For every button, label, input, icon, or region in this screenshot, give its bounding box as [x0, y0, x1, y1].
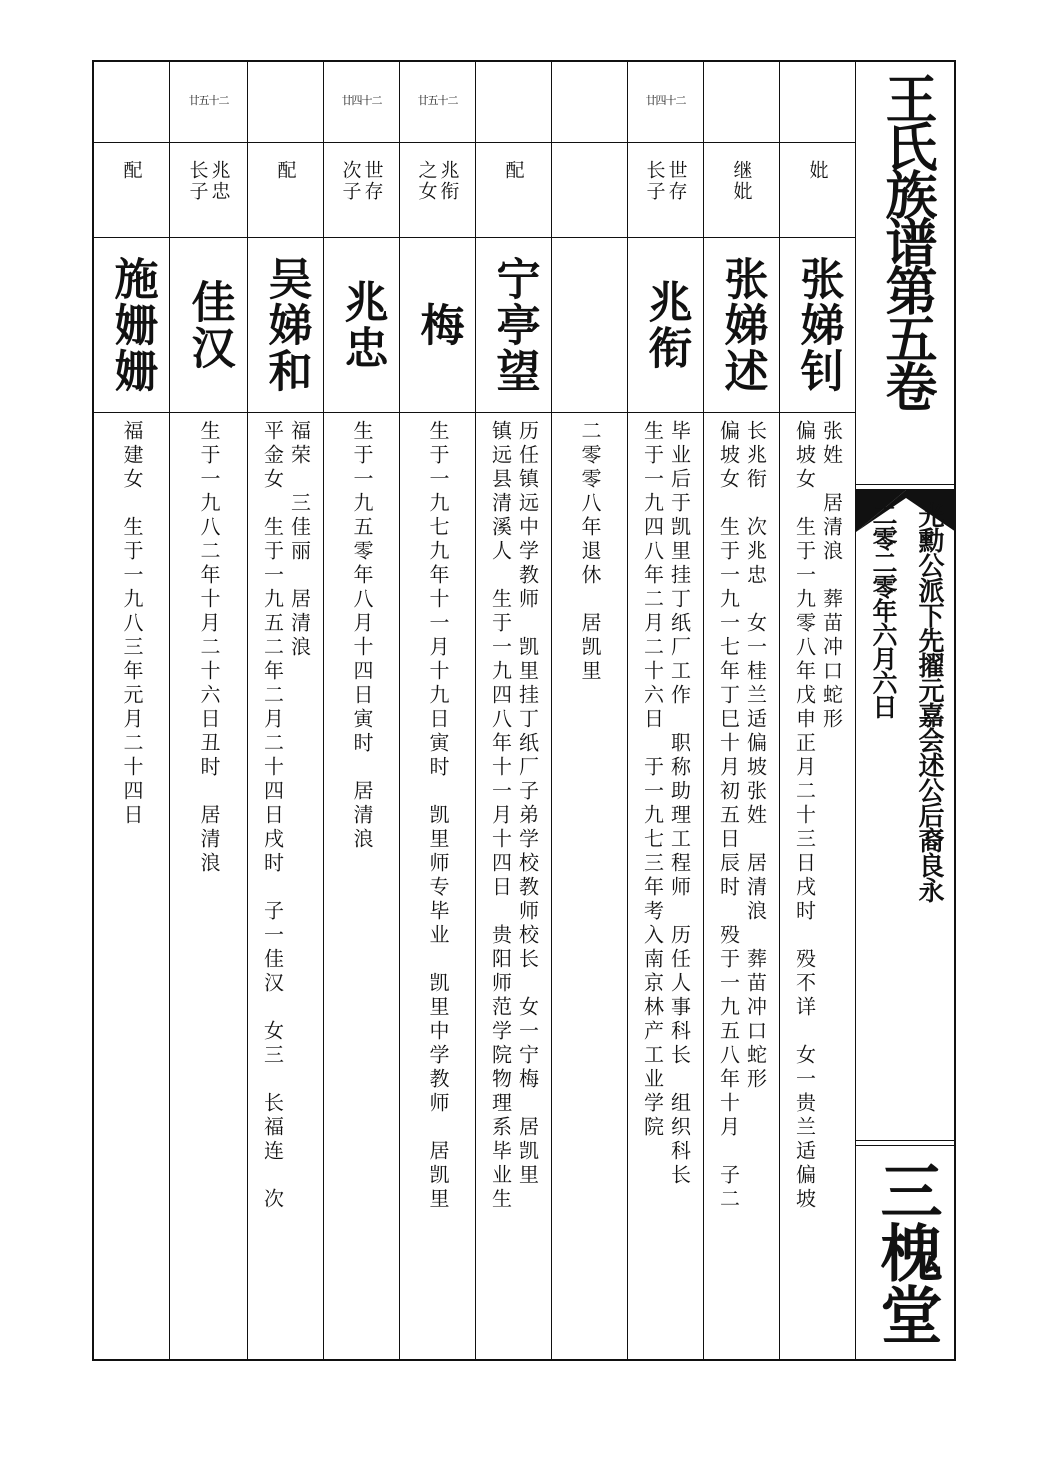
person-name: 张娣钊: [792, 255, 844, 394]
biography-text: 福荣 三佳丽 居清浪: [287, 420, 312, 660]
genealogy-page: [92, 60, 956, 1361]
generation-label: 廿五十二: [417, 94, 458, 107]
relation-label: 世存长子: [643, 159, 688, 202]
entry-column: [170, 62, 248, 1359]
relation-label: 兆忠长子: [186, 159, 231, 202]
biography-text: 生于一九八二年十月二十六日丑时 居清浪: [197, 420, 221, 876]
biography-text: 福建女 生于一九八三年元月二十四日: [120, 420, 144, 828]
person-name: 施姗姗: [106, 255, 158, 394]
relation-label: 兆衔之女: [415, 159, 460, 202]
entry-column: [324, 62, 400, 1359]
biography-text: 历任镇远中学教师 凯里挂丁纸厂子弟学校教师校长 女一宁梅 居凯里: [515, 420, 540, 1188]
relation-label: 配: [502, 159, 525, 181]
generation-label: 廿四十二: [645, 94, 686, 107]
entry-column: [704, 62, 780, 1359]
biography-text: 偏坡女 生于一九零八年戊申正月二十三日戌时 殁不详 女一贵兰适偏坡: [792, 420, 817, 1212]
biography-text: 毕业后于凯里挂丁纸厂工作 职称助理工程师 历任人事科长 组织科长: [667, 420, 692, 1188]
lineage-subtitle: 光勳公派下先擢元嘉会述公后裔良永: [914, 502, 944, 902]
entry-column: [248, 62, 324, 1359]
relation-label: 配: [120, 159, 143, 181]
generation-label: 廿五十二: [188, 94, 229, 107]
entry-column: [400, 62, 476, 1359]
biography-text: 长兆衔 次兆忠 女一桂兰适偏坡张姓 居清浪 葬苗冲口蛇形: [743, 420, 768, 1092]
person-name: 兆衔: [640, 278, 692, 371]
person-name: 兆忠: [336, 278, 388, 371]
entry-column: [552, 62, 628, 1359]
biography-text: 二零零八年退休 居凯里: [578, 420, 602, 684]
person-name: 吴娣和: [260, 255, 312, 394]
person-name: 张娣述: [716, 255, 768, 394]
title-panel: [856, 62, 956, 1359]
generation-label: 廿四十二: [341, 94, 382, 107]
biography-text: 平金女 生于一九五二年二月二十四日戌时 子一佳汉 女三 长福连 次: [260, 420, 285, 1212]
person-name: 宁亭望: [488, 255, 540, 394]
hall-name: 三槐堂: [870, 1158, 943, 1345]
biography-text: 张姓 居清浪 葬苗冲口蛇形: [819, 420, 844, 732]
book-title: 王氏族谱第五卷: [876, 72, 936, 408]
biography-text: 生于一九七九年十一月十九日寅时 凯里师专毕业 凯里中学教师 居凯里: [426, 420, 450, 1212]
person-name: 梅: [412, 301, 464, 348]
biography-text: 偏坡女 生于一九一七年丁巳十月初五日辰时 殁于一九五八年十月 子二: [716, 420, 741, 1212]
relation-label: 继妣: [730, 159, 753, 202]
relation-label: 配: [274, 159, 297, 181]
person-name: 佳汉: [183, 278, 235, 371]
compile-date: 二零二零年六月六日: [869, 502, 898, 718]
entry-column: [628, 62, 704, 1359]
biography-text: 镇远县清溪人 生于一九四八年十一月十四日 贵阳师范学院物理系毕业生: [488, 420, 513, 1212]
entry-column: [780, 62, 856, 1359]
relation-label: 妣: [806, 159, 829, 181]
biography-text: 生于一九四八年二月二十六日 于一九七三年考入南京林产工业学院: [640, 420, 665, 1140]
entry-column: [94, 62, 170, 1359]
relation-label: 世存次子: [339, 159, 384, 202]
biography-text: 生于一九五零年八月十四日寅时 居清浪: [350, 420, 374, 852]
entry-column: [476, 62, 552, 1359]
